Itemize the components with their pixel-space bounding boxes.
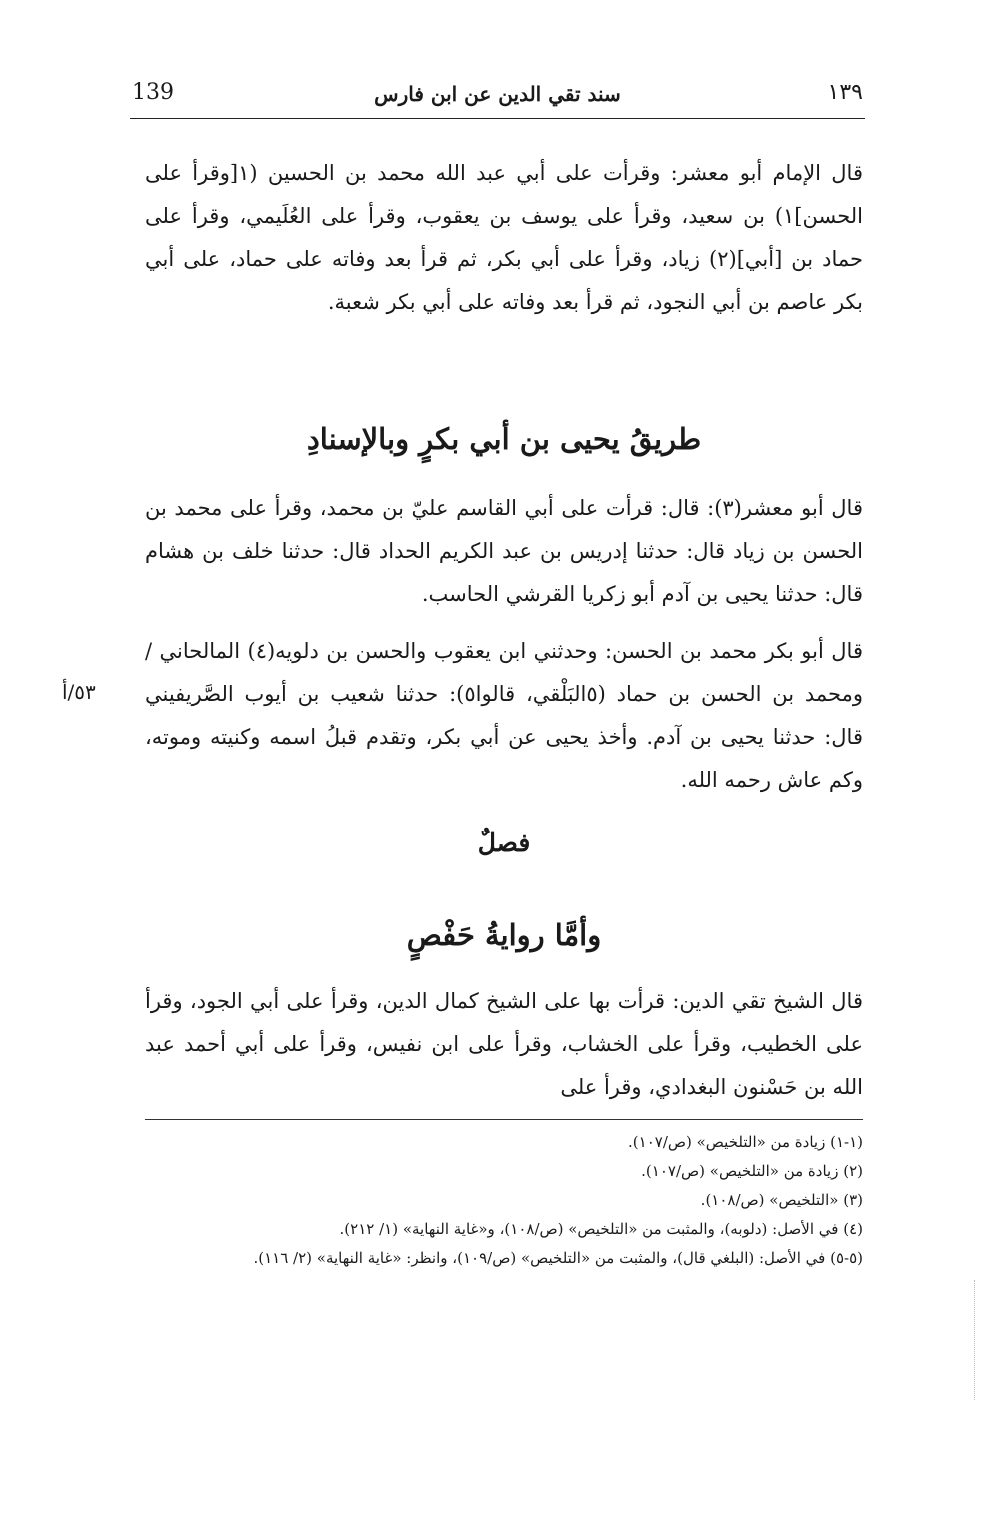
section-heading-fasl: فصلٌ [477, 828, 531, 857]
paragraph-hafs-chain [145, 980, 863, 1109]
footnote-3: (٣) «التلخيص» (ص/١٠٨). [700, 1191, 863, 1209]
page-number-latin: 139 [132, 80, 174, 105]
footnote-separator [145, 1119, 863, 1120]
footnotes [145, 1128, 863, 1273]
paragraph-abu-mashar-chain [145, 152, 863, 324]
paragraph-text: قال الشيخ تقي الدين: قرأت بها على الشيخ كمال الدين، وقرأ على أبي الجود، وقرأ على الخطيب، وقرأ على الخشاب، وقرأ على ابن نفيس، وقرأ على أبي أحمد عبد الله بن حَسْنون البغدادي، وقرأ على [145, 989, 863, 1099]
paragraph-abu-bakr-narration [145, 630, 863, 802]
section-heading-hafs: وأمَّا روايةُ حَفْصٍ [406, 918, 602, 952]
section-heading-yahya: طريقُ يحيى بن أبي بكرٍ وبالإسنادِ [306, 422, 702, 456]
footnote-5: (٥-٥) في الأصل: (البلغي قال)، والمثبت من «التلخيص» (ص/١٠٩)، وانظر: «غاية النهاية» (٢/ ١١٦). [253, 1249, 863, 1267]
paragraph-text: قال أبو معشر(٣): قال: قرأت على أبي القاسم عليّ بن محمد، وقرأ على محمد بن الحسن بن زياد قال: حدثنا إدريس بن عبد الكريم الحداد قال: حدثنا خلف بن هشام قال: حدثنا يحيى بن آدم أبو زكريا القرشي الحاسب. [145, 496, 863, 606]
footnote-2: (٢) زيادة من «التلخيص» (ص/١٠٧). [641, 1162, 863, 1180]
scan-edge-mark [973, 1280, 975, 1400]
footnote-4: (٤) في الأصل: (دلوبه)، والمثبت من «التلخيص» (ص/١٠٨)، و«غاية النهاية» (١/ ٢١٢). [339, 1220, 863, 1238]
footnote-1: (١-١) زيادة من «التلخيص» (ص/١٠٧). [628, 1133, 863, 1151]
paragraph-yahya-chain [145, 487, 863, 616]
paragraph-text: قال الإمام أبو معشر: وقرأت على أبي عبد الله محمد بن الحسين (١[وقرأ على الحسن]١) بن سعيد، وقرأ على يوسف بن يعقوب، وقرأ على العُلَيمي، وقرأ على حماد بن [أبي](٢) زياد، وقرأ على أبي بكر، ثم قرأ بعد وفاته على حماد، على أبي بكر عاصم بن أبي النجود، ثم قرأ بعد وفاته على أبي بكر شعبة. [145, 161, 863, 314]
running-header [130, 78, 865, 119]
running-title: سند تقي الدين عن ابن فارس [374, 82, 621, 106]
page-number-arabic: ١٣٩ [827, 80, 863, 105]
manuscript-folio-marker: ٥٣/أ [62, 680, 96, 704]
paragraph-text: قال أبو بكر محمد بن الحسن: وحدثني ابن يعقوب والحسن بن دلويه(٤) المالحاني / ومحمد بن الحسن بن حماد (٥البَلْقي، قالوا٥): حدثنا شعيب بن أيوب الصَّريفيني قال: حدثنا يحيى بن آدم. وأخذ يحيى عن أبي بكر، وتقدم قبلُ اسمه وكنيته وموته، وكم عاش رحمه الله. [145, 639, 863, 792]
